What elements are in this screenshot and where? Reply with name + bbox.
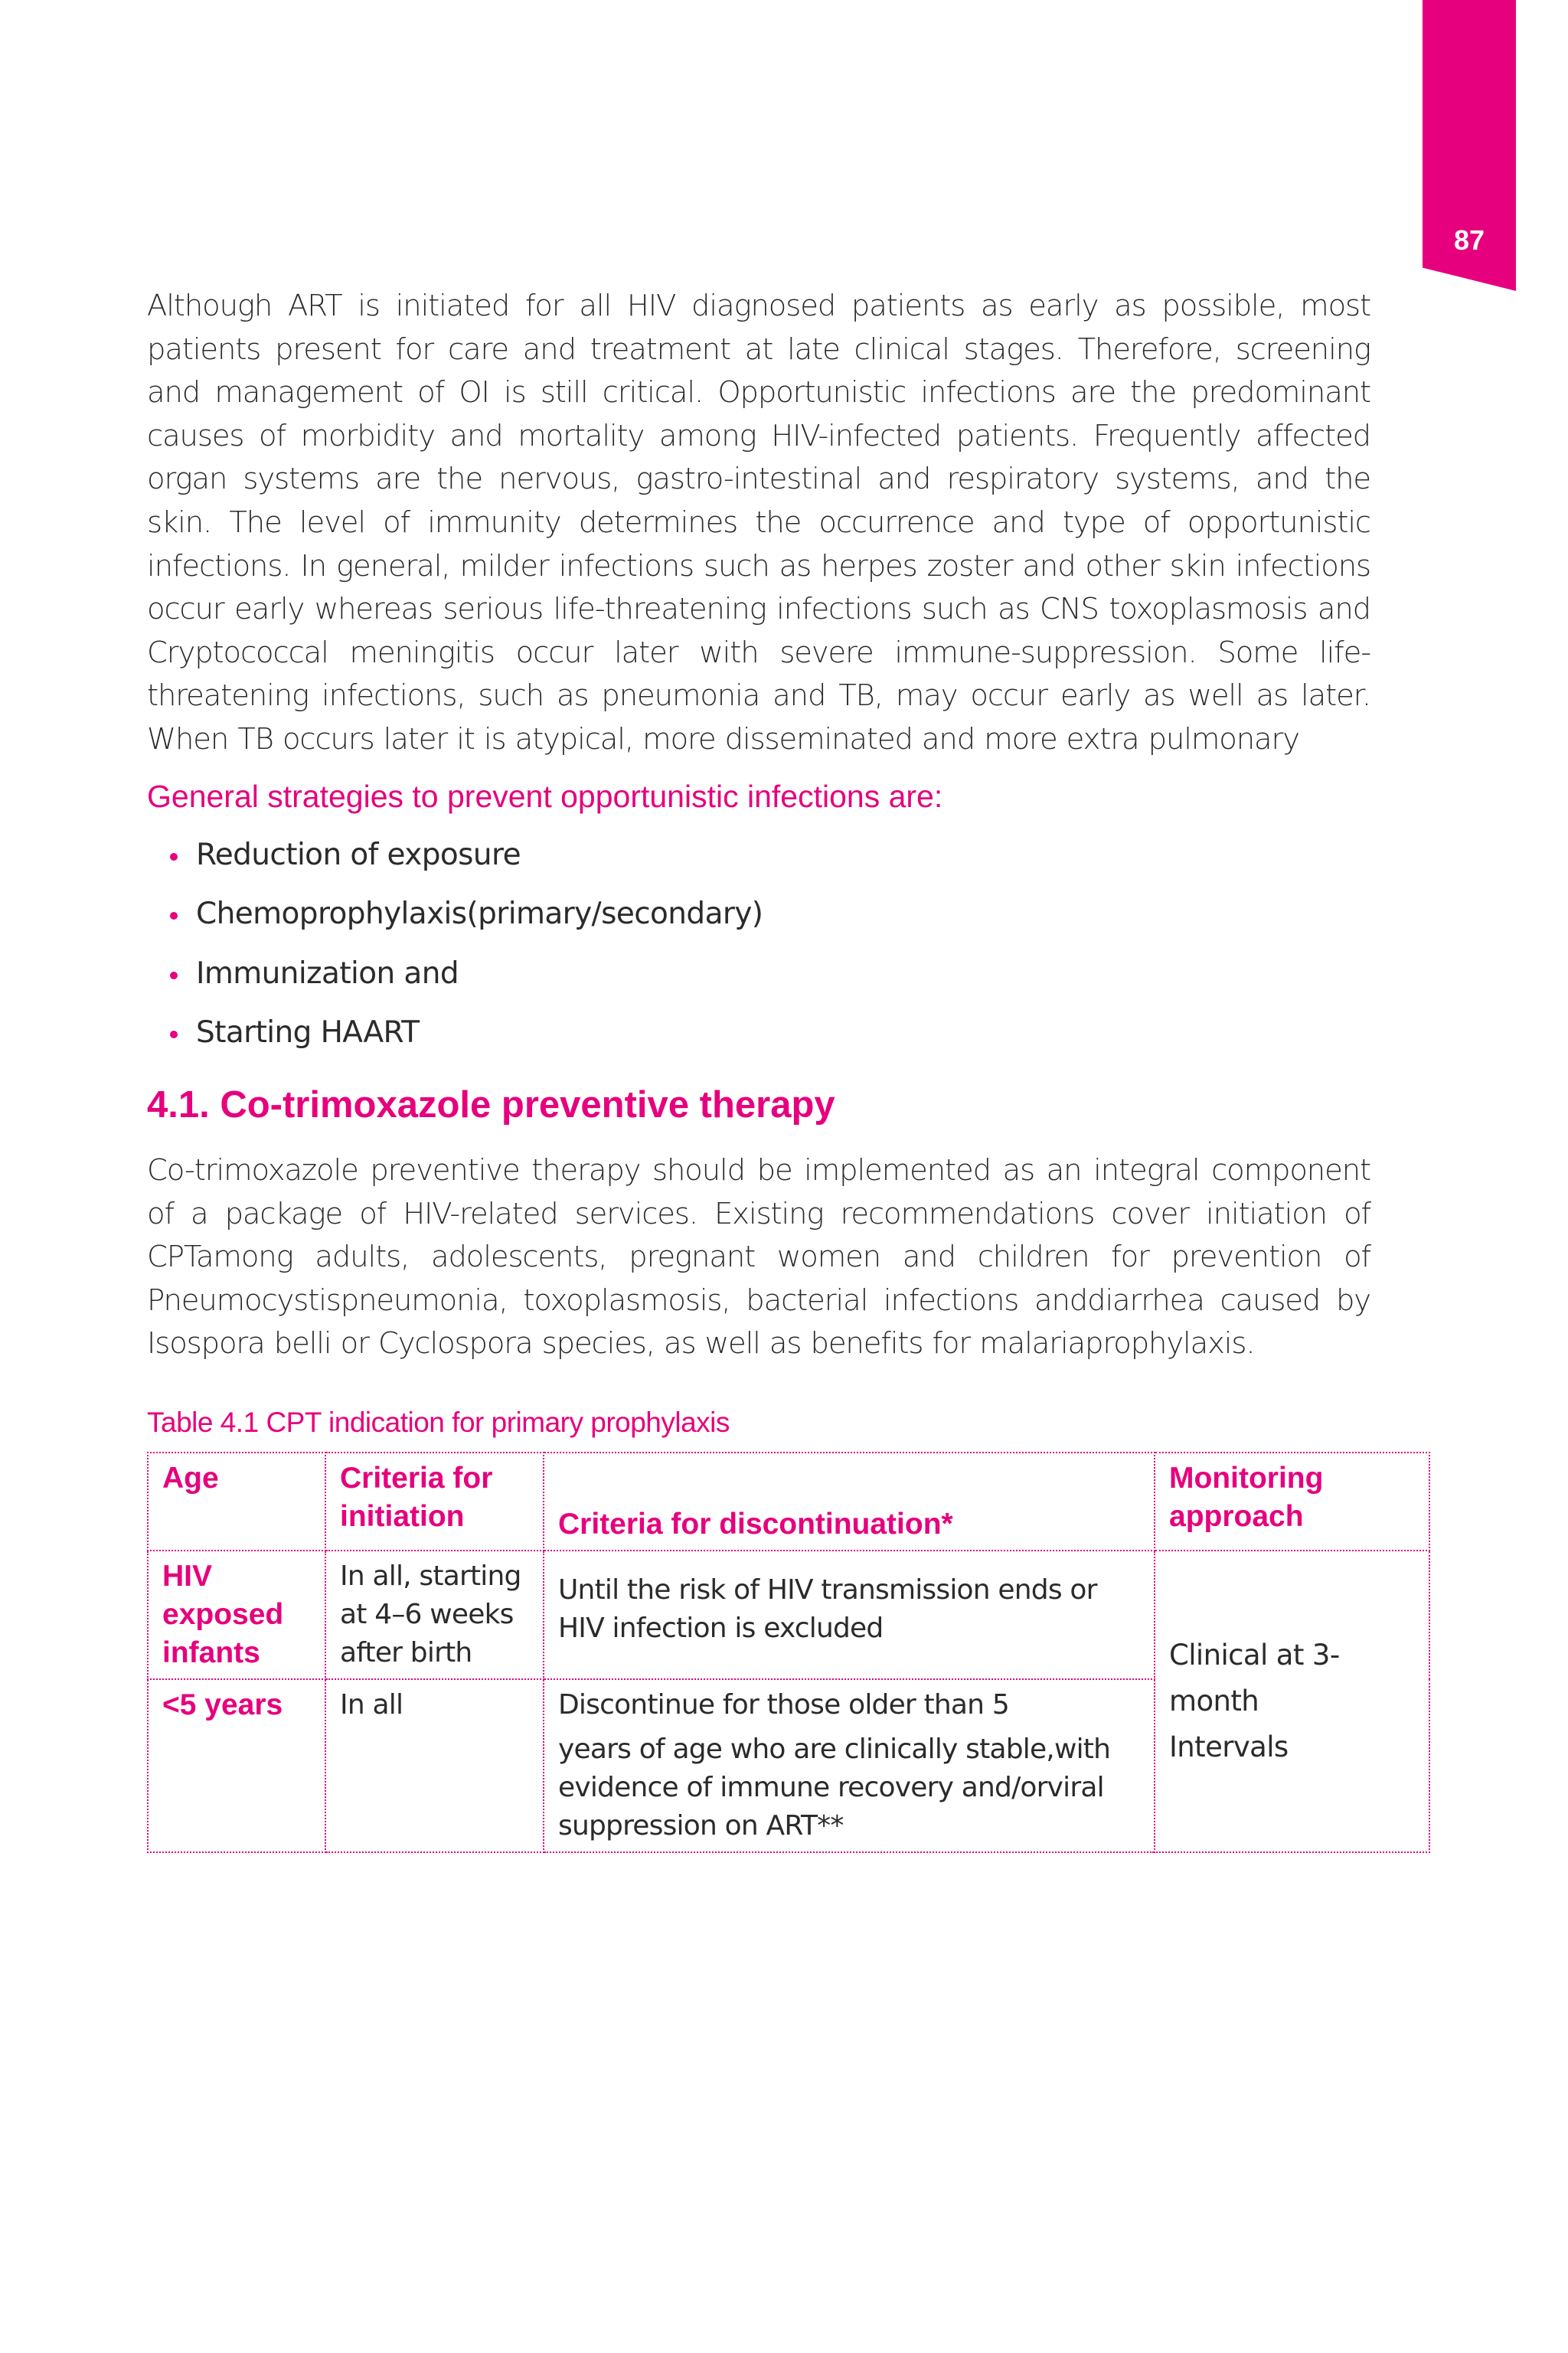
list-item [147, 834, 1370, 877]
strategies-heading: General strategies to prevent opportunistic infections are: [147, 778, 943, 814]
row-age: HIV exposed infants [148, 1551, 325, 1679]
bullet-icon [170, 1031, 178, 1038]
list-item-text: Chemoprophylaxis(primary/secondary) [196, 897, 763, 932]
list-item [147, 893, 1370, 936]
list-item-text: Starting HAART [196, 1015, 420, 1051]
bullet-icon [170, 912, 178, 920]
section-heading: 4.1. Co-trimoxazole preventive therapy [147, 1084, 835, 1126]
header-initiation: Criteria for initiation [325, 1453, 544, 1551]
row-initiation: In all, starting at 4–6 weeks after birth [325, 1551, 544, 1679]
row-age: <5 years [148, 1679, 325, 1852]
intro-paragraph: Although ART is initiated for all HIV diagnosed patients as early as possible, most patients present for care and treatment at late clinical stages. Therefore, screening and management of OI is still critical. Opportunistic infections are the predominant causes of morbidity and mortality among HIV-infected patients. Frequently affected organ systems are the nervous, gastro-intestinal and respiratory systems, and the skin. The level of immunity determines the occurrence and type of opportunistic infections. In general, milder infections such as herpes zoster and other skin infections occur early whereas serious life-threatening infections such as CNS toxoplasmosis and Cryptococcal meningitis occur later with severe immune-suppression. Some life-threatening infections, such as pneumonia and TB, may occur early as well as later. When TB occurs later it is atypical, more disseminated and more extra pulmonary [147, 289, 1370, 757]
list-item [147, 953, 1370, 995]
page-content [147, 285, 1370, 1853]
table-row [148, 1551, 1429, 1679]
discontinuation-line-2: years of age who are clinically stable,with evidence of immune recovery and/orviral suppression on ART** [558, 1734, 1111, 1842]
row-discontinuation: Until the risk of HIV transmission ends or HIV infection is excluded [544, 1551, 1155, 1679]
row-initiation: In all [325, 1679, 544, 1852]
table-caption: Table 4.1 CPT indication for primary prophylaxis [147, 1407, 730, 1438]
header-age: Age [148, 1453, 325, 1551]
section-paragraph: Co-trimoxazole preventive therapy should be implemented as an integral component of a package of HIV-related services. Existing recommendations cover initiation of CPTamong adults, adolescents, pregnant women and children for prevention of Pneumocystispneumonia, toxoplasmosis, bacterial infections anddiarrhea caused by Isospora belli or Cyclospora species, as well as benefits for malariaprophylaxis. [147, 1153, 1370, 1361]
list-item [147, 1011, 1370, 1054]
list-item-text: Reduction of exposure [196, 837, 521, 872]
table-header-row [148, 1453, 1429, 1551]
header-discontinuation: Criteria for discontinuation* [544, 1453, 1155, 1551]
bullet-icon [170, 853, 178, 861]
header-monitoring: Monitoring approach [1155, 1453, 1429, 1551]
row-monitoring [1155, 1551, 1429, 1852]
discontinuation-line-1: Discontinue for those older than 5 [558, 1689, 1009, 1721]
monitoring-line-2: Intervals [1169, 1730, 1289, 1763]
monitoring-line-1: Clinical at 3-month [1169, 1639, 1340, 1717]
row-discontinuation [544, 1679, 1155, 1852]
cpt-indication-table [147, 1452, 1430, 1853]
page-number: 87 [1453, 224, 1485, 256]
list-item-text: Immunization and [196, 956, 459, 991]
bullet-icon [170, 972, 178, 979]
strategies-list [147, 834, 1370, 1055]
